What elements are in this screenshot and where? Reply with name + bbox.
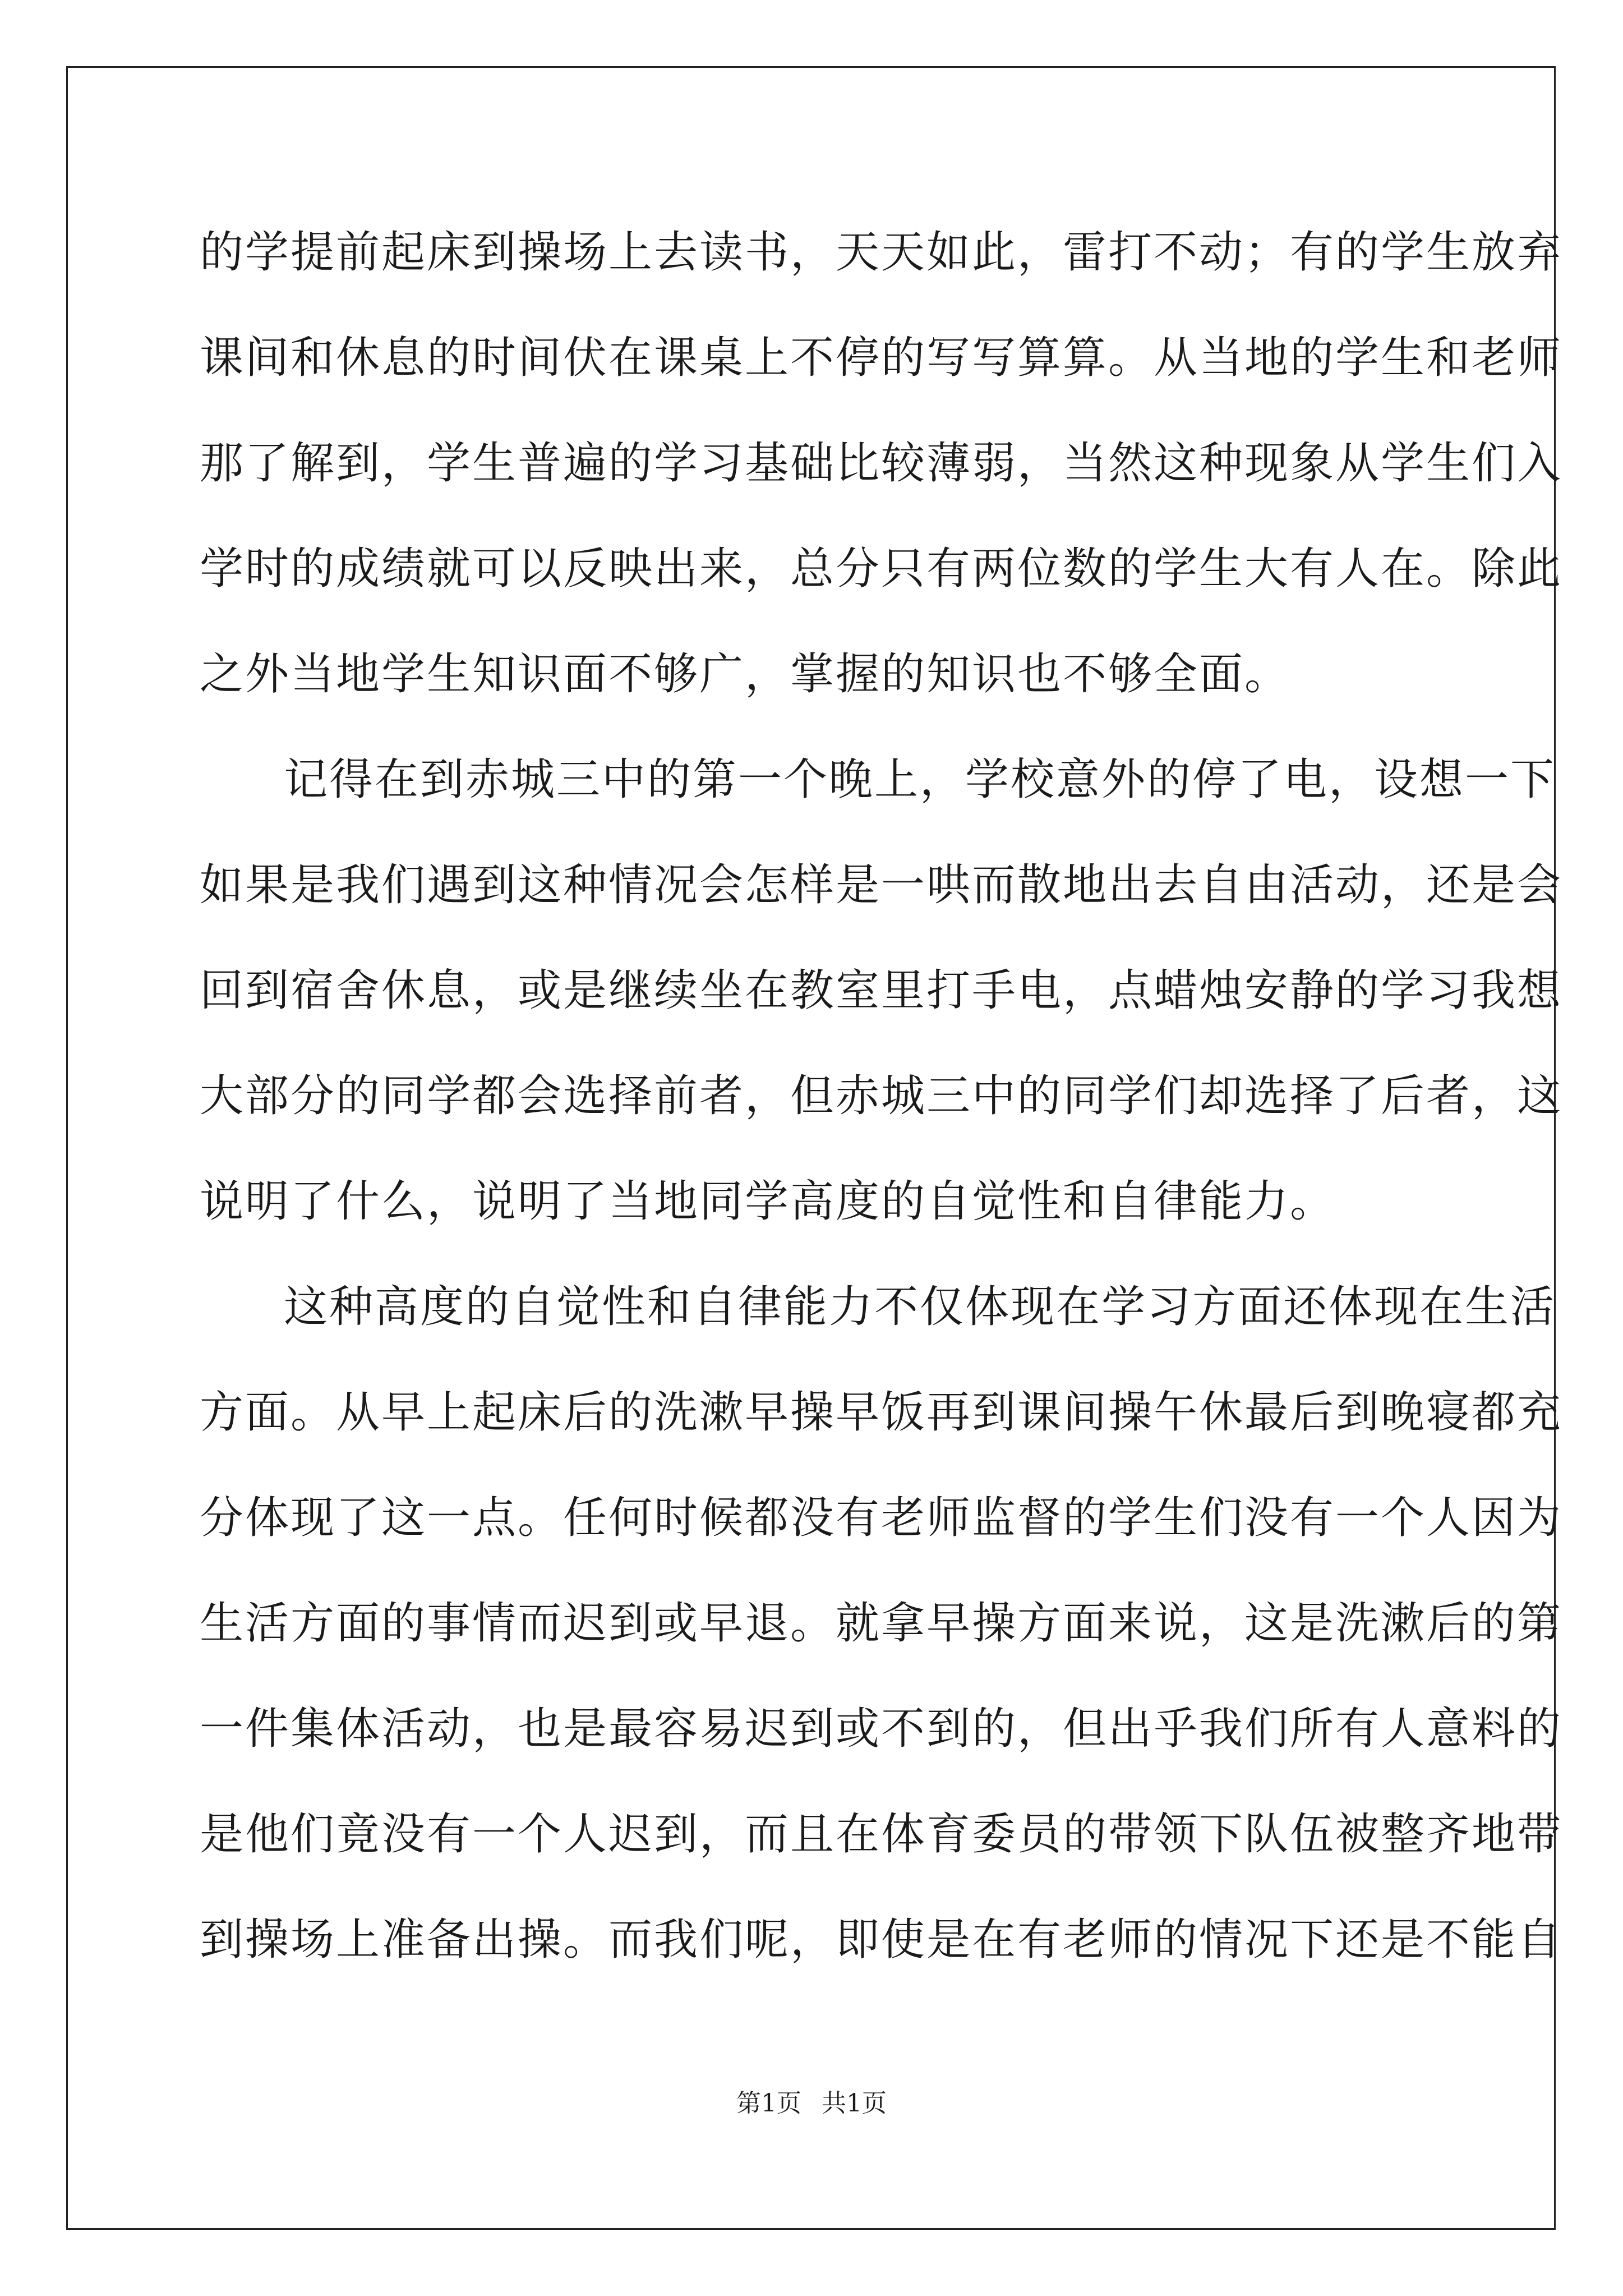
page-number: 第1页	[736, 2089, 801, 2118]
paragraph-start-line: 记得在到赤城三中的第一个晚上，学校意外的停了电，设想一下	[284, 754, 1556, 805]
text-line: 方面。从早上起床后的洗漱早操早饭再到课间操午休最后到晚寝都充	[200, 1387, 1563, 1438]
text-line: 说明了什么，说明了当地同学高度的自觉性和自律能力。	[200, 1176, 1336, 1227]
text-line: 分体现了这一点。任何时候都没有老师监督的学生们没有一个人因为	[200, 1493, 1563, 1543]
text-line: 大部分的同学都会选择前者，但赤城三中的同学们却选择了后者，这	[200, 1071, 1563, 1121]
paragraph-start-line: 这种高度的自觉性和自律能力不仅体现在学习方面还体现在生活	[284, 1282, 1556, 1332]
text-line: 一件集体活动，也是最容易迟到或不到的，但出乎我们所有人意料的	[200, 1704, 1563, 1754]
document-body	[200, 219, 1563, 2012]
text-line: 生活方面的事情而迟到或早退。就拿早操方面来说，这是洗漱后的第	[200, 1598, 1563, 1649]
page-footer	[0, 2087, 1623, 2120]
text-line: 学时的成绩就可以反映出来，总分只有两位数的学生大有人在。除此	[200, 544, 1563, 594]
page-total: 共1页	[822, 2089, 887, 2118]
text-line: 回到宿舍休息，或是继续坐在教室里打手电，点蜡烛安静的学习我想	[200, 965, 1563, 1016]
text-line: 那了解到，学生普遍的学习基础比较薄弱，当然这种现象从学生们入	[200, 438, 1563, 489]
text-line: 之外当地学生知识面不够广，掌握的知识也不够全面。	[200, 649, 1290, 700]
text-line: 的学提前起床到操场上去读书，天天如此，雷打不动；有的学生放弃	[200, 227, 1563, 278]
text-line: 是他们竟没有一个人迟到，而且在体育委员的带领下队伍被整齐地带	[200, 1809, 1563, 1860]
text-line: 到操场上准备出操。而我们呢，即使是在有老师的情况下还是不能自	[200, 1915, 1563, 1965]
text-line: 课间和休息的时间伏在课桌上不停的写写算算。从当地的学生和老师	[200, 333, 1563, 383]
text-line: 如果是我们遇到这种情况会怎样是一哄而散地出去自由活动，还是会	[200, 860, 1563, 910]
